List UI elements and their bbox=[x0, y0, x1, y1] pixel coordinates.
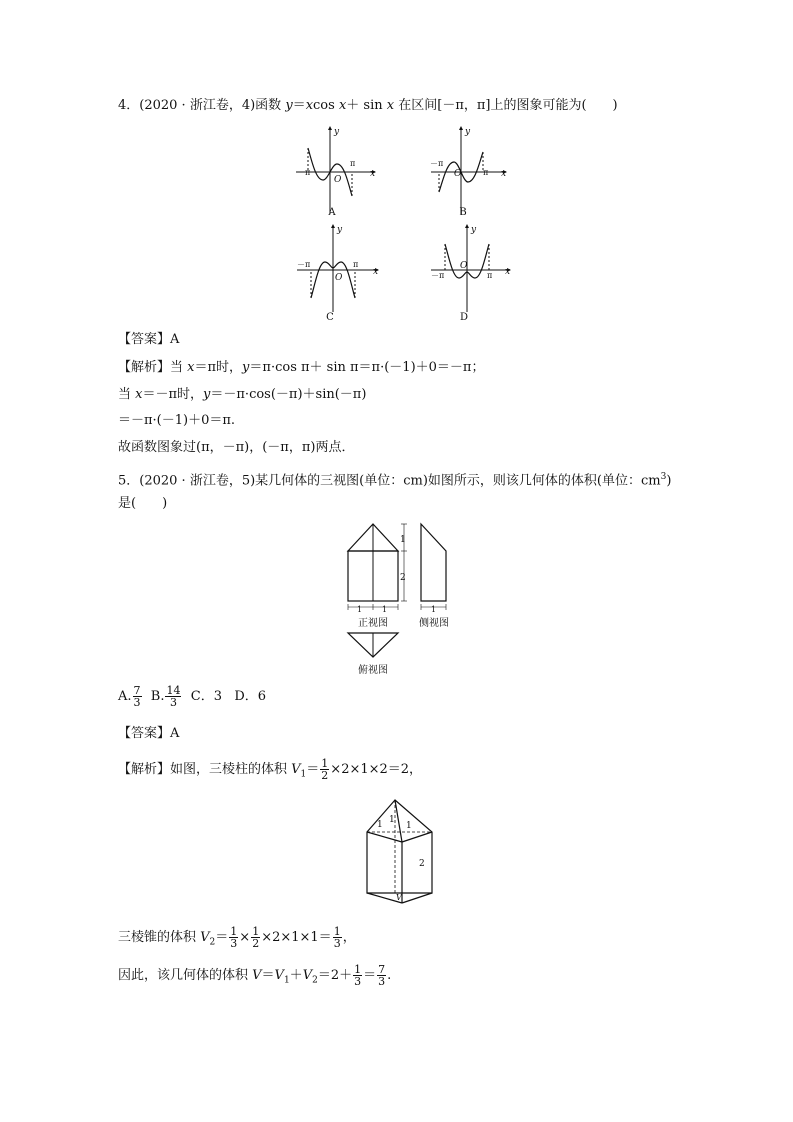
graph-d-pi: π bbox=[487, 271, 493, 280]
graph-a-label: A bbox=[328, 207, 336, 218]
text: ×2×1×2＝2， bbox=[330, 762, 423, 777]
frac bbox=[377, 964, 386, 987]
graph-a-x: x bbox=[370, 169, 376, 179]
solid-v: V bbox=[396, 893, 402, 902]
var-v: V bbox=[274, 968, 284, 983]
graph-d-x: x bbox=[505, 267, 511, 277]
solid-dim-1: 1 bbox=[377, 820, 383, 830]
den: 3 bbox=[169, 696, 177, 709]
graph-a-o: O bbox=[334, 175, 342, 185]
num: 14 bbox=[166, 684, 181, 697]
option-b-label: B. bbox=[150, 689, 165, 704]
text: ＝ bbox=[215, 930, 229, 945]
dim-2: 2 bbox=[400, 573, 406, 583]
text: 当 bbox=[118, 387, 136, 402]
sub: 2 bbox=[209, 937, 216, 948]
q4-stem-pre: 4．(2020 · 浙江卷，4)函数 bbox=[118, 98, 286, 113]
den: 3 bbox=[133, 696, 141, 709]
graph-b-y: y bbox=[465, 127, 471, 137]
graph-a-y: y bbox=[334, 127, 340, 137]
fn-cos: cos bbox=[313, 98, 339, 113]
answer-tag: 【答案】 bbox=[118, 332, 171, 347]
solid-dim-1: 1 bbox=[389, 815, 395, 825]
dim-1: 1 bbox=[431, 605, 437, 614]
text: ＝ bbox=[363, 968, 377, 983]
text: 当 bbox=[170, 360, 188, 375]
var-x: x bbox=[135, 387, 143, 402]
graph-b-negpi: －π bbox=[430, 159, 444, 168]
answer-tag: 【答案】 bbox=[118, 726, 171, 741]
text: 因此，该几何体的体积 bbox=[118, 968, 253, 983]
text: ＋ bbox=[289, 968, 303, 983]
q5-stem-2: 是( ) bbox=[118, 496, 168, 511]
q5-analysis-3 bbox=[118, 964, 391, 991]
var-v: V bbox=[200, 930, 210, 945]
text: ) bbox=[666, 473, 672, 489]
analysis-tag: 【解析】 bbox=[118, 762, 171, 777]
q4-analysis-4: 故函数图象过(π，－π)，(－π，π)两点． bbox=[118, 440, 355, 455]
option-c: C．3 bbox=[190, 689, 222, 704]
graph-c-x: x bbox=[373, 267, 379, 277]
text: ＝－π时， bbox=[142, 387, 204, 402]
num: 7 bbox=[378, 963, 386, 976]
text: ＝ bbox=[306, 762, 320, 777]
q5-analysis-2 bbox=[118, 926, 356, 953]
fn-x1: x bbox=[305, 98, 314, 113]
graph-d-negpi: －π bbox=[431, 271, 445, 280]
text: × bbox=[239, 930, 251, 945]
analysis-tag: 【解析】 bbox=[118, 360, 171, 375]
num: 1 bbox=[354, 963, 362, 976]
q4-stem-post: 在区间[－π，π]上的图象可能为( ) bbox=[394, 98, 618, 113]
den: 3 bbox=[333, 937, 341, 950]
frac bbox=[333, 926, 342, 949]
top-view-label: 俯视图 bbox=[358, 665, 388, 676]
text: ×2×1×1＝ bbox=[261, 930, 332, 945]
text: ＝π·cos π＋ sin π＝π·(－1)＋0＝－π； bbox=[249, 360, 485, 375]
dim-1: 1 bbox=[357, 605, 363, 614]
fn-plus-sin: ＋ sin bbox=[346, 98, 387, 113]
text: 5．(2020 · 浙江卷，5)某几何体的三视图(单位：cm)如图所示，则该几何体的体积(单位：cm bbox=[118, 473, 661, 489]
sub: 1 bbox=[283, 975, 290, 986]
graph-d-y: y bbox=[471, 225, 477, 235]
dim-1: 1 bbox=[400, 535, 406, 545]
graph-b-o: O bbox=[454, 169, 462, 179]
graph-a-negpi: －π bbox=[297, 168, 311, 177]
sub: 1 bbox=[300, 769, 307, 780]
solid-dim-1: 1 bbox=[406, 821, 412, 831]
q4-analysis-3: ＝－π·(－1)＋0＝π. bbox=[118, 413, 236, 428]
graph-c-negpi: －π bbox=[297, 260, 311, 269]
fn-eq: ＝ bbox=[292, 98, 306, 113]
num: 1 bbox=[230, 925, 238, 938]
var-v: V bbox=[291, 762, 301, 777]
den: 2 bbox=[252, 937, 260, 950]
var-v: V bbox=[252, 968, 262, 983]
option-a-label: A. bbox=[118, 689, 132, 704]
text: ＝π时， bbox=[194, 360, 243, 375]
front-view-label: 正视图 bbox=[358, 618, 388, 629]
graph-a-pi: π bbox=[350, 159, 356, 168]
text: ， bbox=[342, 930, 356, 945]
answer-value: A bbox=[170, 726, 180, 741]
den: 3 bbox=[378, 975, 386, 988]
text: ＝－π·cos(－π)＋sin(－π) bbox=[210, 387, 367, 402]
var-y: y bbox=[242, 360, 250, 375]
solid-dim-2: 2 bbox=[419, 859, 425, 869]
dim-1: 1 bbox=[382, 605, 388, 614]
graph-c-y: y bbox=[337, 225, 343, 235]
graph-c-o: O bbox=[335, 273, 343, 283]
fn-x2: x bbox=[338, 98, 347, 113]
den: 2 bbox=[321, 769, 329, 782]
text: 三棱锥的体积 bbox=[118, 930, 201, 945]
side-view-label: 侧视图 bbox=[419, 618, 449, 629]
graph-d-label: D bbox=[459, 312, 469, 323]
sub: 2 bbox=[312, 975, 318, 986]
graph-b-x: x bbox=[501, 169, 507, 179]
num: 7 bbox=[133, 684, 141, 697]
num: 1 bbox=[333, 925, 341, 938]
var-v: V bbox=[302, 968, 313, 983]
num: 1 bbox=[321, 757, 329, 770]
graph-c-pi: π bbox=[353, 260, 359, 269]
frac bbox=[251, 926, 260, 949]
sup: 3 bbox=[660, 472, 667, 482]
text: . bbox=[387, 968, 392, 983]
var-x: x bbox=[187, 360, 195, 375]
graph-b-label: B bbox=[459, 207, 467, 218]
frac bbox=[353, 964, 362, 987]
answer-value: A bbox=[170, 332, 180, 347]
text: ＝ bbox=[261, 968, 275, 983]
den: 3 bbox=[354, 975, 362, 988]
frac bbox=[229, 926, 238, 949]
fn-y: y bbox=[285, 98, 293, 113]
graph-b-pi: π bbox=[483, 168, 489, 177]
den: 3 bbox=[230, 937, 238, 950]
num: 1 bbox=[252, 925, 260, 938]
prism bbox=[367, 800, 432, 903]
var-y: y bbox=[203, 387, 211, 402]
graph-d-o: O bbox=[460, 261, 468, 271]
text: ＝2＋ bbox=[317, 968, 353, 983]
option-d: D．6 bbox=[234, 689, 267, 704]
graph-c-label: C bbox=[326, 312, 334, 323]
fn-x3: x bbox=[386, 98, 395, 113]
text: 如图，三棱柱的体积 bbox=[170, 762, 292, 777]
